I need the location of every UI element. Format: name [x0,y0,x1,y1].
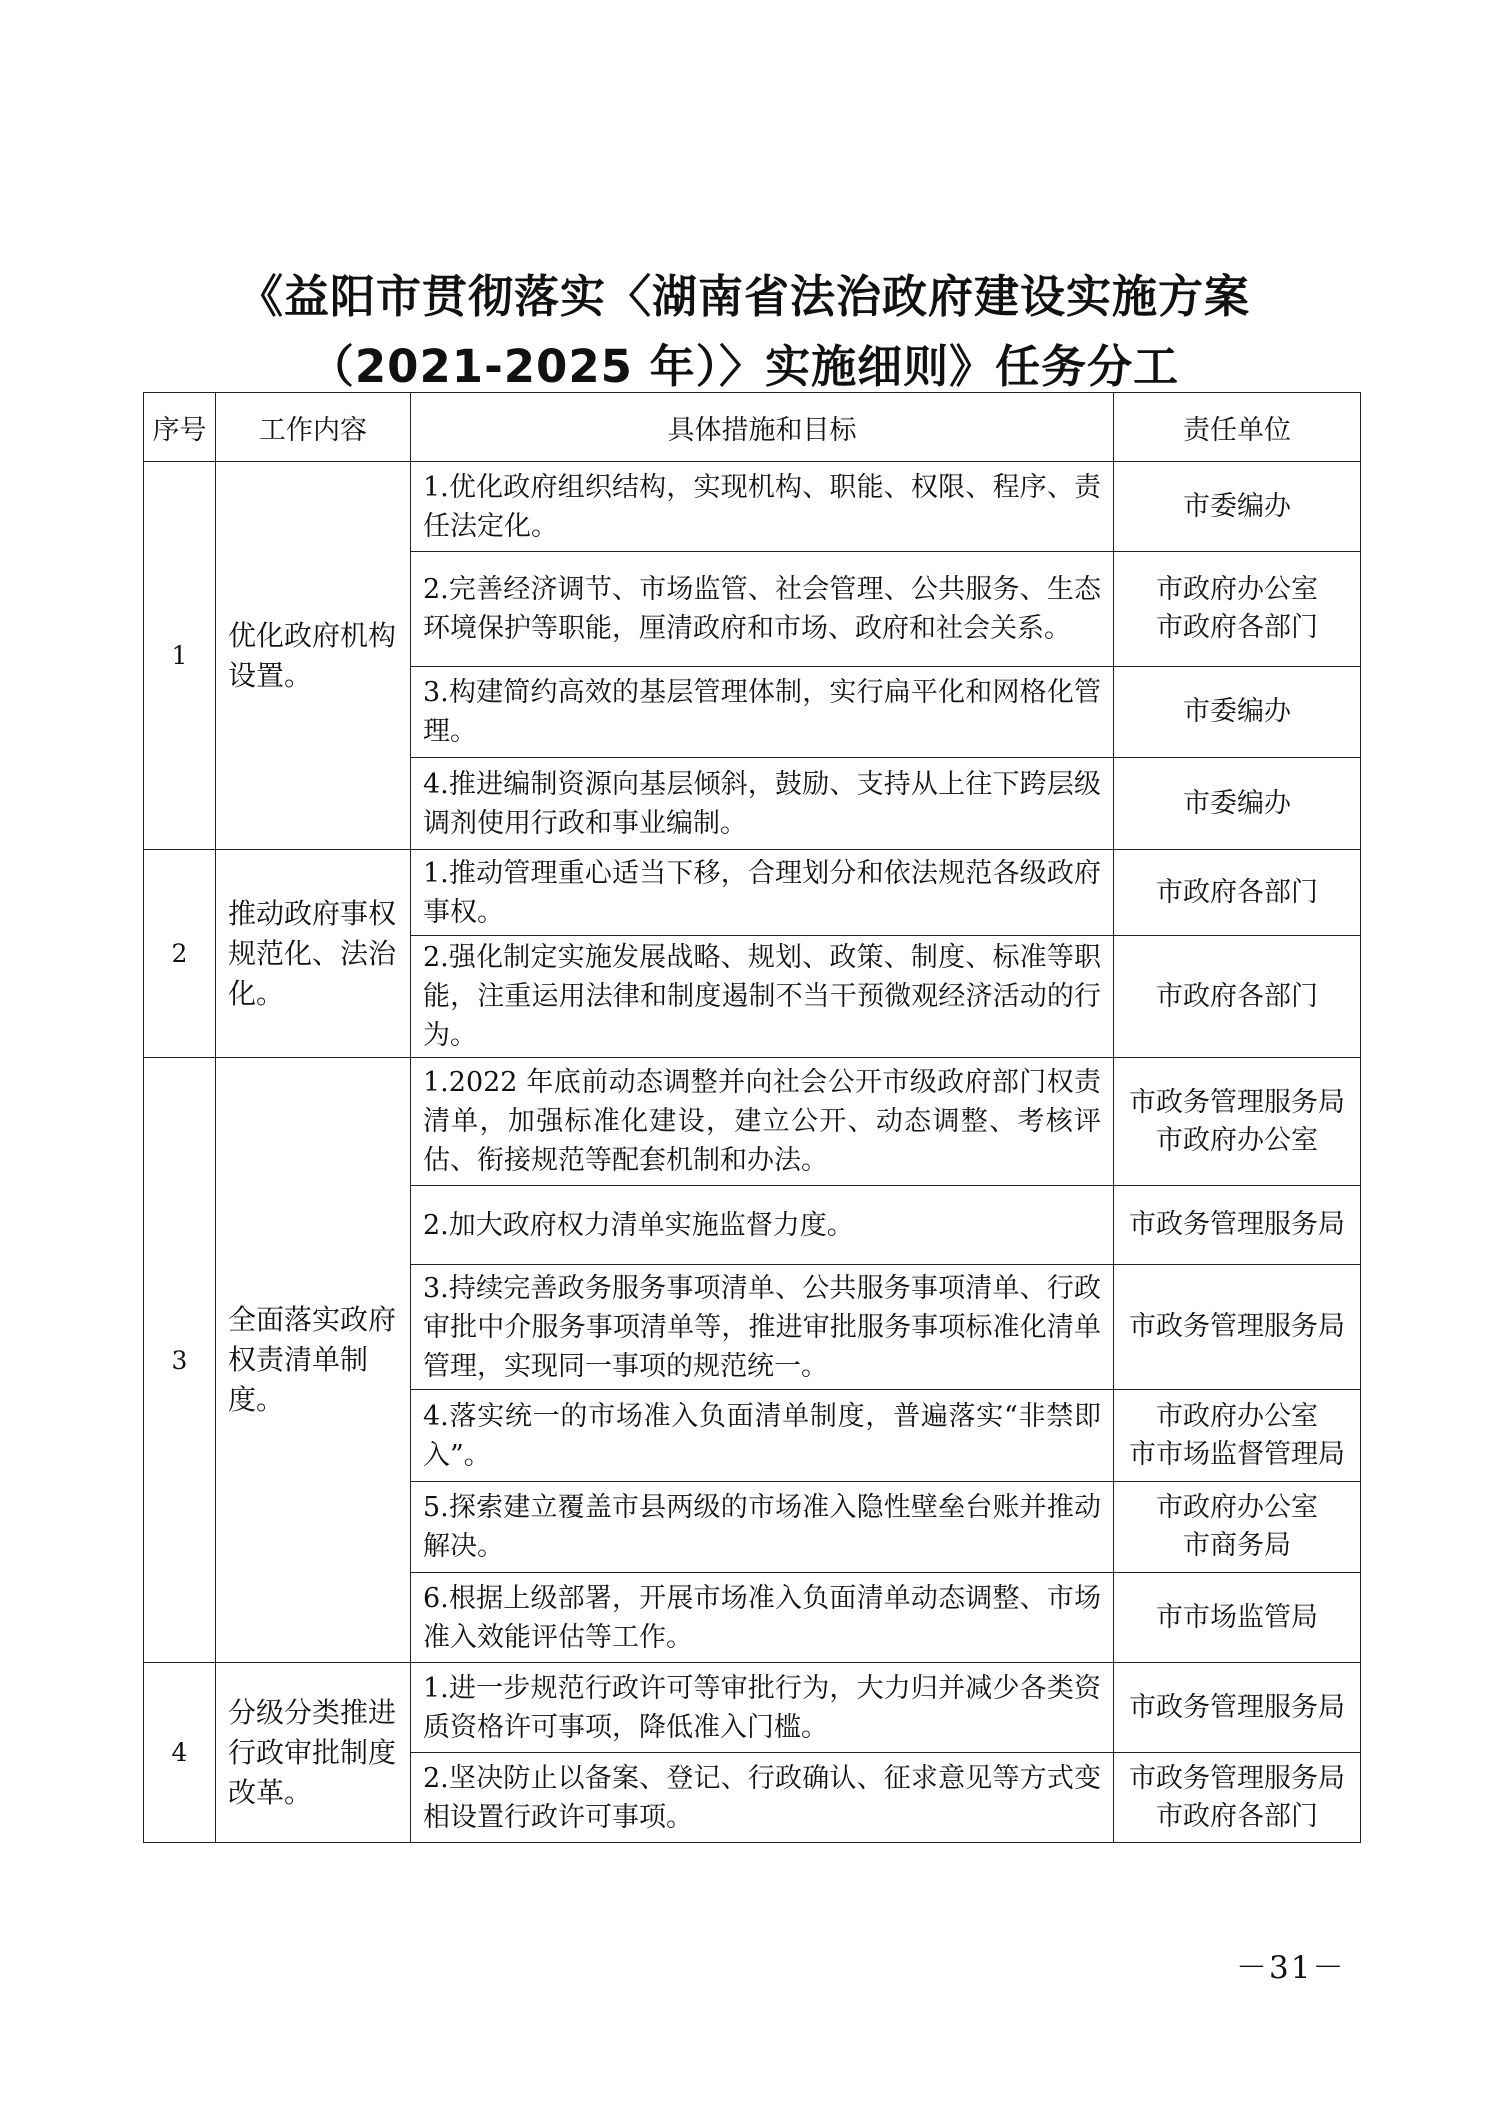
responsible-unit [1114,1482,1361,1573]
group-seq: 4 [144,1663,216,1843]
measure-text: 4.推进编制资源向基层倾斜，鼓励、支持从上往下跨层级调剂使用行政和事业编制。 [411,758,1114,850]
measure-text: 5.探索建立覆盖市县两级的市场准入隐性壁垒台账并推动解决。 [411,1482,1114,1573]
measure-text: 1.推动管理重心适当下移，合理划分和依法规范各级政府事权。 [411,850,1114,936]
unit-line: 市政务管理服务局 [1129,1086,1345,1118]
unit-line: 市政府各部门 [1156,980,1318,1012]
group-content: 全面落实政府权责清单制度。 [216,1058,411,1663]
responsible-unit [1114,1058,1361,1186]
header-unit: 责任单位 [1114,393,1361,462]
measure-text: 3.持续完善政务服务事项清单、公共服务事项清单、行政审批中介服务事项清单等，推进审批服务事项标准化清单管理，实现同一事项的规范统一。 [411,1265,1114,1390]
page-number: －31－ [1236,1950,1346,1986]
unit-line: 市政务管理服务局 [1129,1762,1345,1794]
measure-text: 3.构建简约高效的基层管理体制，实行扁平化和网格化管理。 [411,667,1114,758]
responsible-unit [1114,667,1361,758]
measure-text: 4.落实统一的市场准入负面清单制度，普遍落实“非禁即入”。 [411,1390,1114,1482]
unit-line: 市委编办 [1183,490,1291,522]
unit-line: 市政务管理服务局 [1129,1691,1345,1723]
responsible-unit [1114,850,1361,936]
group-seq: 1 [144,462,216,850]
measure-text: 1.优化政府组织结构，实现机构、职能、权限、程序、责任法定化。 [411,462,1114,552]
responsible-unit [1114,1573,1361,1663]
unit-line: 市政府办公室 [1156,1400,1318,1432]
measure-text: 2.强化制定实施发展战略、规划、政策、制度、标准等职能，注重运用法律和制度遏制不当干预微观经济活动的行为。 [411,936,1114,1058]
unit-line: 市政府各部门 [1156,876,1318,908]
measure-text: 1.2022 年底前动态调整并向社会公开市级政府部门权责清单，加强标准化建设，建立公开、动态调整、考核评估、衔接规范等配套机制和办法。 [411,1058,1114,1186]
unit-line: 市政务管理服务局 [1129,1311,1345,1342]
unit-line: 市政务管理服务局 [1129,1209,1345,1240]
header-seq: 序号 [144,393,216,462]
responsible-unit [1114,1663,1361,1753]
group-seq: 2 [144,850,216,1058]
unit-line: 市政府办公室 [1156,574,1318,605]
responsible-unit [1114,552,1361,667]
table-row [144,850,1361,936]
group-content: 分级分类推进行政审批制度改革。 [216,1663,411,1843]
table-row [144,1663,1361,1753]
unit-line: 市商务局 [1183,1530,1291,1561]
responsible-unit [1114,1186,1361,1265]
measure-text: 6.根据上级部署，开展市场准入负面清单动态调整、市场准入效能评估等工作。 [411,1573,1114,1663]
responsible-unit [1114,1390,1361,1482]
header-content: 工作内容 [216,393,411,462]
unit-line: 市市场监管局 [1156,1601,1318,1633]
document-title [0,262,1488,402]
unit-line: 市政府各部门 [1156,612,1318,643]
responsible-unit [1114,758,1361,850]
unit-line: 市政府办公室 [1156,1492,1318,1523]
responsible-unit [1114,936,1361,1058]
document-title-line-1: 《益阳市贯彻落实〈湖南省法治政府建设实施方案 [237,270,1250,323]
unit-line: 市政府各部门 [1156,1800,1318,1832]
unit-line: 市委编办 [1183,787,1291,819]
responsible-unit [1114,1265,1361,1390]
responsible-unit [1114,462,1361,552]
responsible-unit [1114,1753,1361,1843]
group-content: 优化政府机构设置。 [216,462,411,850]
header-measures: 具体措施和目标 [411,393,1114,462]
table-row [144,462,1361,552]
unit-line: 市政府办公室 [1156,1124,1318,1156]
unit-line: 市市场监督管理局 [1129,1438,1345,1470]
measure-text: 2.完善经济调节、市场监管、社会管理、公共服务、生态环境保护等职能，厘清政府和市场、政府和社会关系。 [411,552,1114,667]
unit-line: 市委编办 [1183,696,1291,727]
task-table [143,392,1361,1843]
group-seq: 3 [144,1058,216,1663]
table-row [144,1058,1361,1186]
table-header-row [144,393,1361,462]
document-title-line-2: （2021-2025 年）〉实施细则》任务分工 [308,340,1180,393]
measure-text: 2.加大政府权力清单实施监督力度。 [411,1186,1114,1265]
measure-text: 2.坚决防止以备案、登记、行政确认、征求意见等方式变相设置行政许可事项。 [411,1753,1114,1843]
measure-text: 1.进一步规范行政许可等审批行为，大力归并减少各类资质资格许可事项，降低准入门槛。 [411,1663,1114,1753]
group-content: 推动政府事权规范化、法治化。 [216,850,411,1058]
